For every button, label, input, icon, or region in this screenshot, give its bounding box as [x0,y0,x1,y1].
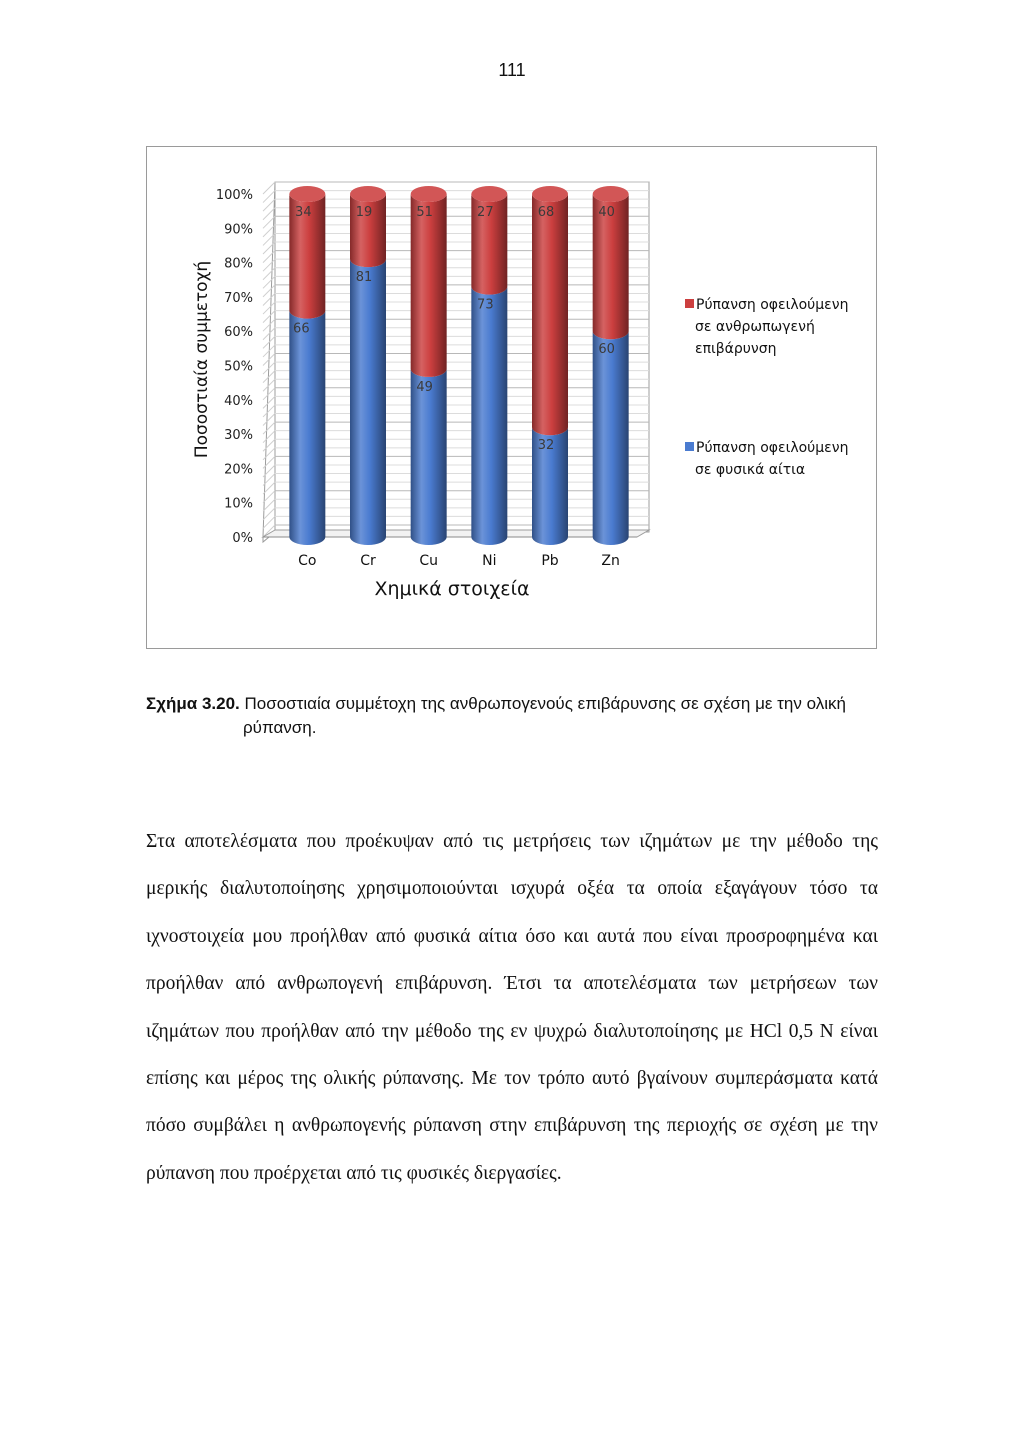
y-tick-label: 50% [224,359,253,375]
caption-text-line2: ρύπανση. [243,718,317,737]
data-label: 27 [477,205,494,220]
bar-segment [593,331,629,545]
caption-text-line1: Ποσοστιαία συμμέτοχη της ανθρωπογενούς επιβάρυνσης σε σχέση με την ολική [244,694,846,713]
y-tick-label: 60% [224,325,253,341]
data-label: 19 [355,205,373,220]
bar-top-cap [532,186,568,202]
data-label: 68 [537,205,555,220]
x-axis-label: Χημικά στοιχεία [374,578,530,600]
figure-caption [146,692,886,740]
x-tick-label: Ni [482,553,497,569]
bar-top-cap [593,186,629,202]
bar-top-cap [289,186,325,202]
y-tick-label: 30% [224,428,253,444]
data-label: 60 [598,342,615,358]
bar-segment [411,194,447,377]
data-label: 66 [293,321,310,337]
data-label: 32 [537,438,555,454]
data-label: 49 [416,379,433,395]
data-label: 34 [295,205,312,220]
x-tick-label: Cu [419,553,438,569]
y-tick-label: 70% [224,290,253,306]
y-tick-label: 100% [215,188,253,203]
bar-top-cap [411,186,447,202]
y-tick-label: 40% [224,393,253,409]
legend-label: επιβάρυνση [695,341,777,357]
bar-top-cap [350,186,386,202]
legend-label: σε ανθρωπωγενή [695,319,815,335]
bar-segment [411,369,447,545]
page-number: 111 [498,60,526,80]
y-tick-label: 20% [224,462,253,478]
legend-label: Ρύπανση οφειλούμενη [696,440,849,456]
stacked-bar-chart [147,147,878,650]
legend-label: Ρύπανση οφειλούμενη [696,297,849,313]
data-label: 73 [477,297,494,313]
y-tick-label: 10% [224,496,253,512]
bar-segment [289,311,325,545]
bar-segment [532,194,568,435]
y-tick-label: 0% [232,531,253,546]
x-tick-label: Cr [360,553,376,569]
data-label: 40 [598,205,615,220]
x-tick-label: Zn [601,553,620,569]
y-tick-label: 80% [224,256,253,272]
data-label: 51 [416,205,433,220]
data-label: 81 [355,270,373,286]
body-paragraph: Στα αποτελέσματα που προέκυψαν από τις μετρήσεις των ιζημάτων με την μέθοδο της μερικής διαλυτοποίησης χρησιμοποιούνται ισχυρά οξέα τα οποία εξαγάγουν τόσο τα ιχνοστοιχεία μου προήλθαν από φυσικά αίτια όσο και αυτά που είναι προσροφημένα και προήλθαν από ανθρωπογενή επιβάρυνση. Έτσι τα αποτελέσματα των μετρήσεων των ιζημάτων που προήλθαν από την μέθοδο της εν ψυχρώ διαλυτοποίησης με HCl 0,5 N είναι επίσης και μέρος της ολικής ρύπανσης. Με τον τρόπο αυτό βγαίνουν συμπεράσματα κατά πόσο συμβάλει η ανθρωπογενής ρύπανση στην επιβάρυνση της περιοχής σε σχέση με την ρύπανση που προέρχεται από τις φυσικές διεργασίες. [146,831,878,1184]
x-tick-label: Co [298,553,317,569]
figure-box [146,146,877,649]
x-tick-label: Pb [541,553,559,569]
legend-swatch [685,299,694,308]
y-tick-label: 90% [224,222,253,238]
legend-label: σε φυσικά αίτια [695,462,806,478]
bar-segment [350,259,386,545]
caption-label: Σχήμα 3.20. [146,694,240,713]
bar-segment [471,287,507,545]
body-text [146,818,878,1197]
bar-top-cap [471,186,507,202]
y-axis-label: Ποσοστιαία συμμετοχή [192,260,212,459]
legend-swatch [685,442,694,451]
